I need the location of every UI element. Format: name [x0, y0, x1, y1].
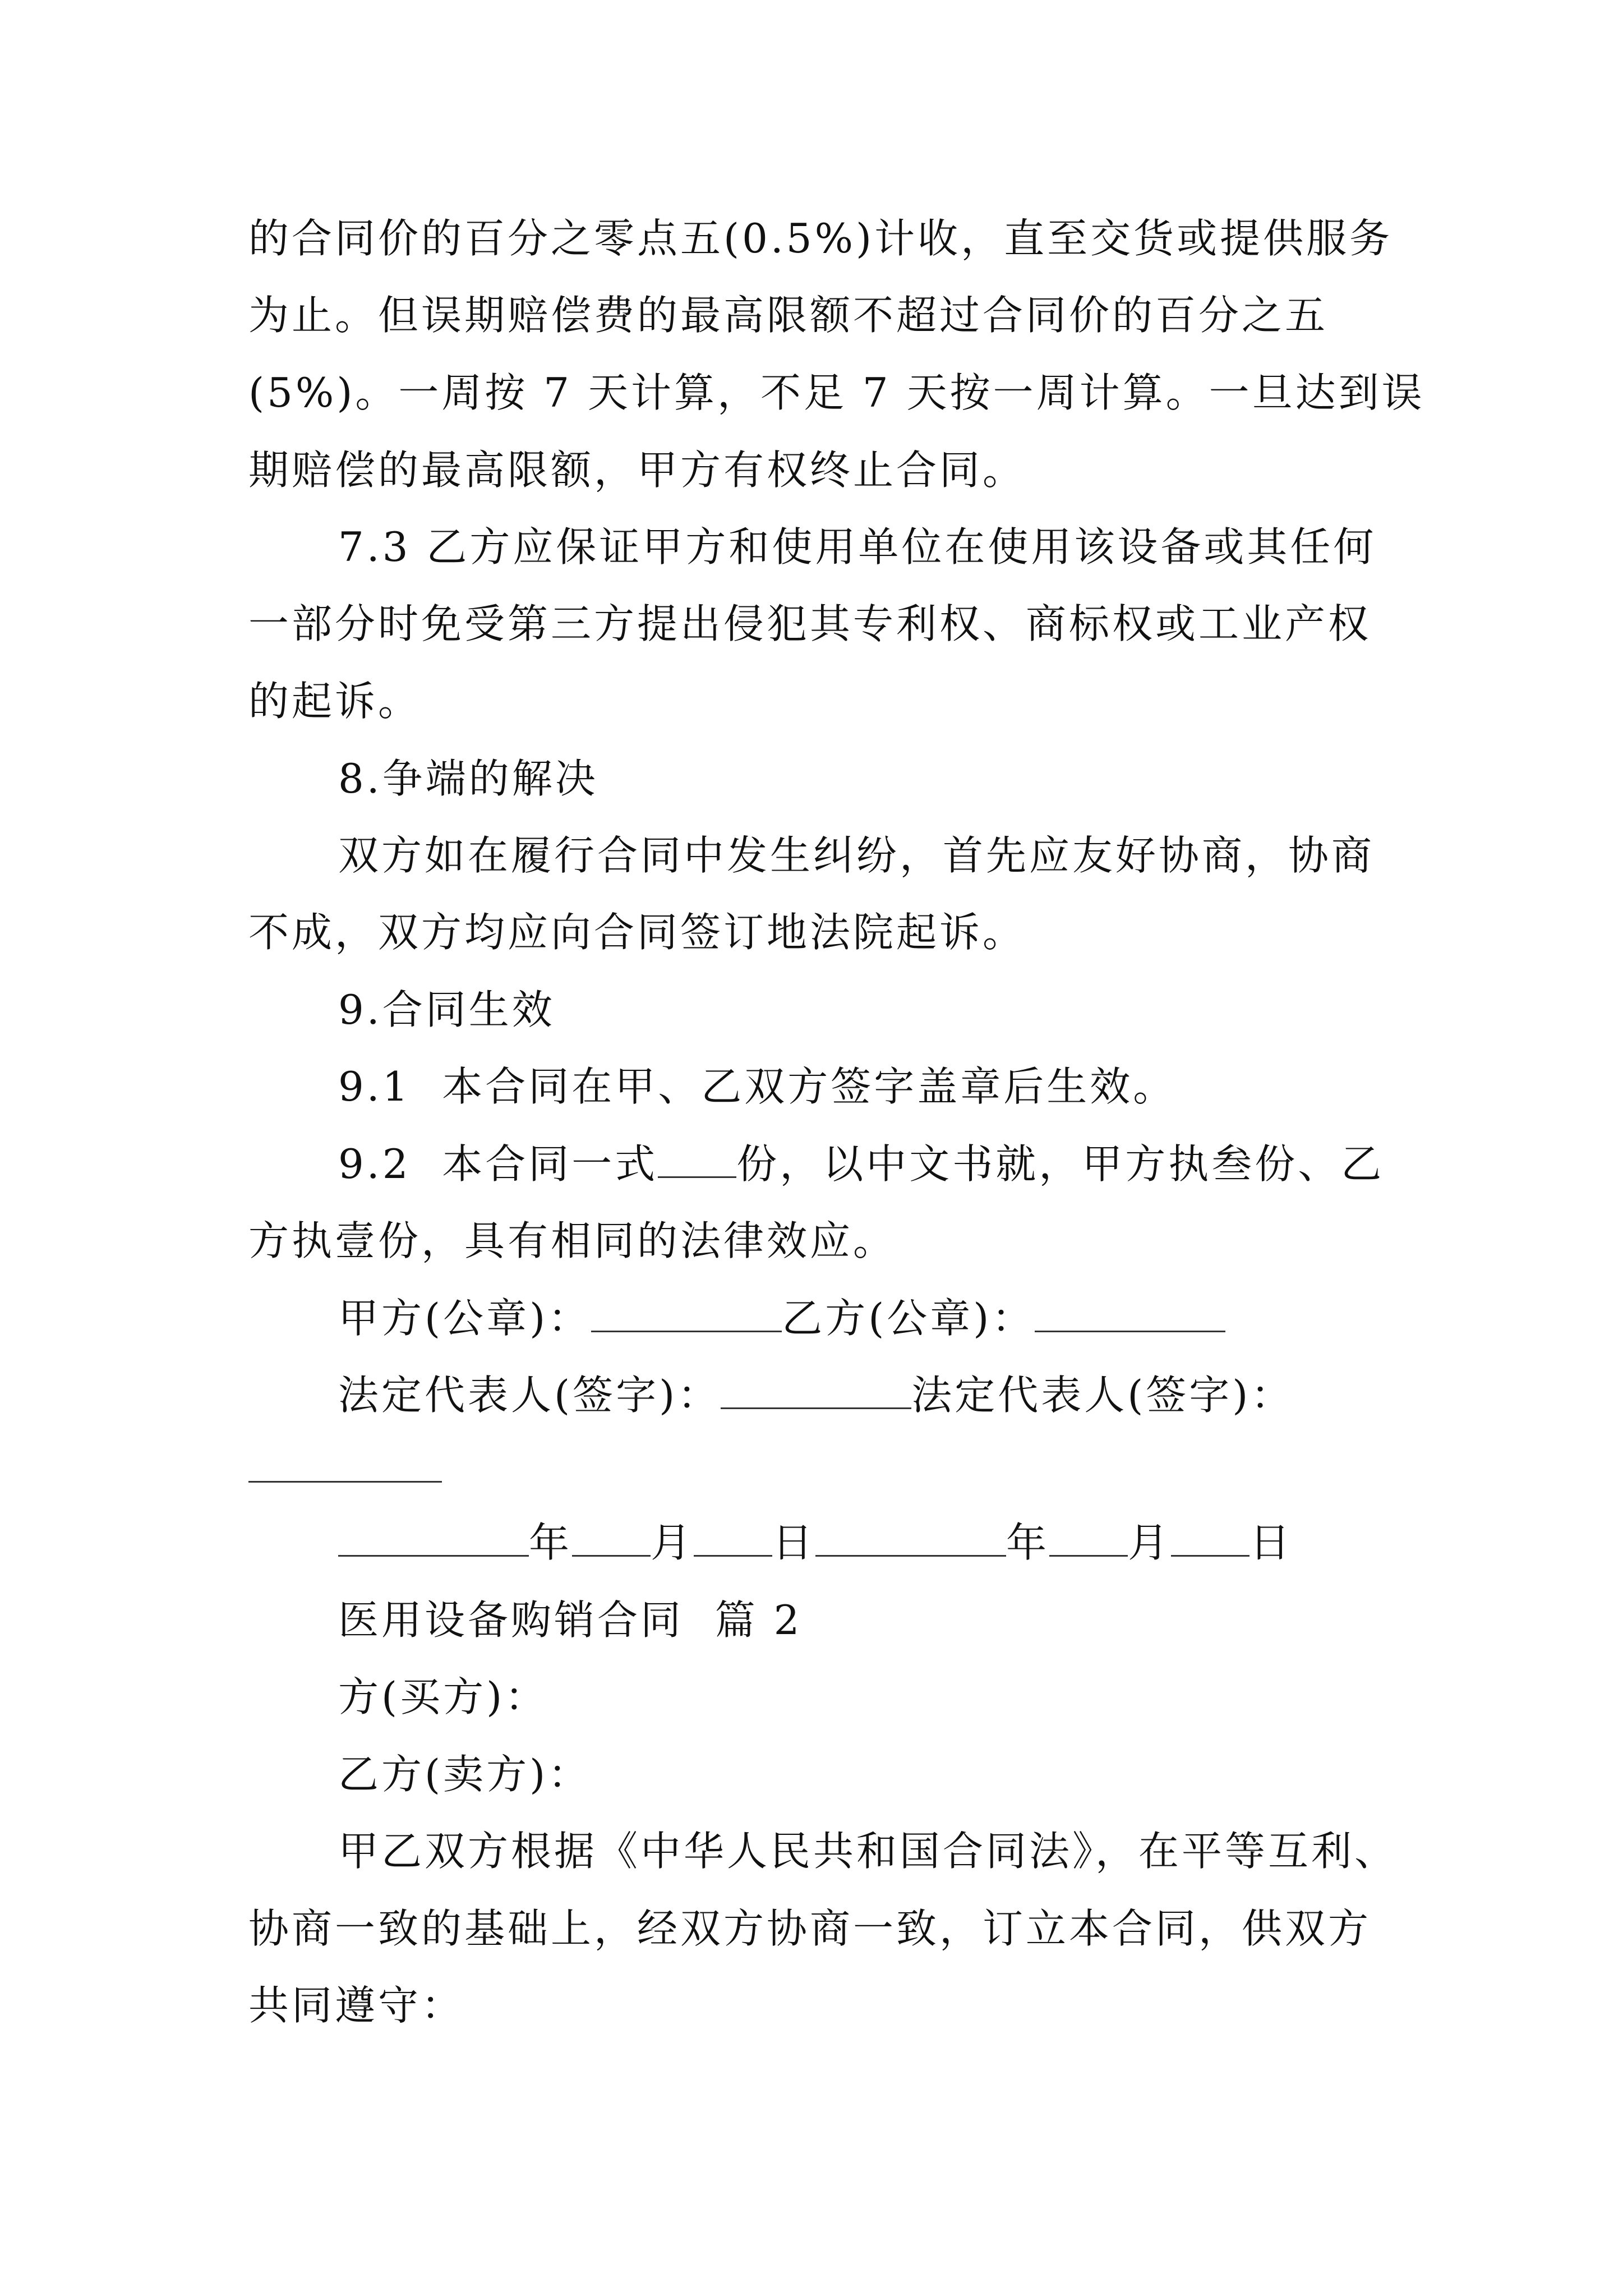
day-label: 日: [772, 1519, 816, 1566]
intro-line: 共同遵守：: [248, 1982, 465, 2029]
rep-a-label: 法定代表人(签字)：: [338, 1372, 721, 1419]
rep-b-label: 法定代表人(签字)：: [911, 1372, 1294, 1419]
clause-9-2-text: 9.2 本合同一式: [338, 1140, 658, 1188]
seller-line: 乙方(卖方)：: [338, 1751, 592, 1798]
intro-line: 甲乙双方根据《中华人民共和国合同法》，在平等互利、: [338, 1828, 1398, 1875]
day-label: 日: [1249, 1519, 1293, 1566]
date-line: [338, 1509, 1293, 1576]
seal-line: [338, 1285, 1225, 1352]
month-blank: [572, 1518, 651, 1557]
section-heading-9: 9.合同生效: [338, 986, 555, 1033]
clause-9-2-line: [338, 1130, 1384, 1198]
clause-7-3-line: 7.3 乙方应保证甲方和使用单位在使用该设备或其任何: [338, 523, 1377, 570]
rep-b-blank: [248, 1481, 442, 1483]
year-label: 年: [1006, 1519, 1050, 1566]
paragraph-line: 为止。但误期赔偿费的最高限额不超过合同价的百分之五: [248, 292, 1329, 339]
rep-a-blank: [721, 1370, 911, 1409]
day-blank: [694, 1518, 772, 1557]
paragraph-line: (5%)。一周按 7 天计算，不足 7 天按一周计算。一旦达到误: [248, 369, 1425, 416]
paragraph-line: 的合同价的百分之零点五(0.5%)计收，直至交货或提供服务: [248, 215, 1393, 262]
clause-9-1: 9.1 本合同在甲、乙双方签字盖章后生效。: [338, 1063, 1177, 1110]
party-a-seal-label: 甲方(公章)：: [338, 1295, 592, 1342]
dispute-line: 不成，双方均应向合同签订地法院起诉。: [248, 909, 1026, 956]
year-blank: [338, 1518, 529, 1557]
day-blank: [1171, 1518, 1249, 1557]
year-label: 年: [529, 1519, 573, 1566]
party-b-seal-label: 乙方(公章)：: [782, 1295, 1035, 1342]
paragraph-line: 期赔偿的最高限额，甲方有权终止合同。: [248, 447, 1026, 494]
year-blank: [815, 1518, 1006, 1557]
month-label: 月: [651, 1519, 694, 1566]
section-2-title: 医用设备购销合同 篇 2: [338, 1596, 803, 1644]
party-a-seal-blank: [591, 1294, 782, 1332]
clause-9-2-line: 方执壹份，具有相同的法律效应。: [248, 1217, 897, 1264]
clause-7-3-line: 的起诉。: [248, 678, 422, 725]
clause-9-2-text: 份，以中文书就，甲方执叁份、乙: [736, 1140, 1385, 1188]
copies-blank: [658, 1139, 736, 1178]
clause-7-3-line: 一部分时免受第三方提出侵犯其专利权、商标权或工业产权: [248, 600, 1372, 647]
buyer-line: 方(买方)：: [338, 1673, 548, 1720]
dispute-line: 双方如在履行合同中发生纠纷，首先应友好协商，协商: [338, 832, 1375, 879]
month-blank: [1049, 1518, 1128, 1557]
section-heading-8: 8.争端的解决: [338, 755, 598, 802]
intro-line: 协商一致的基础上，经双方协商一致，订立本合同，供双方: [248, 1905, 1372, 1952]
representative-line: [338, 1361, 1294, 1429]
month-label: 月: [1128, 1519, 1172, 1566]
party-b-seal-blank: [1035, 1294, 1225, 1332]
